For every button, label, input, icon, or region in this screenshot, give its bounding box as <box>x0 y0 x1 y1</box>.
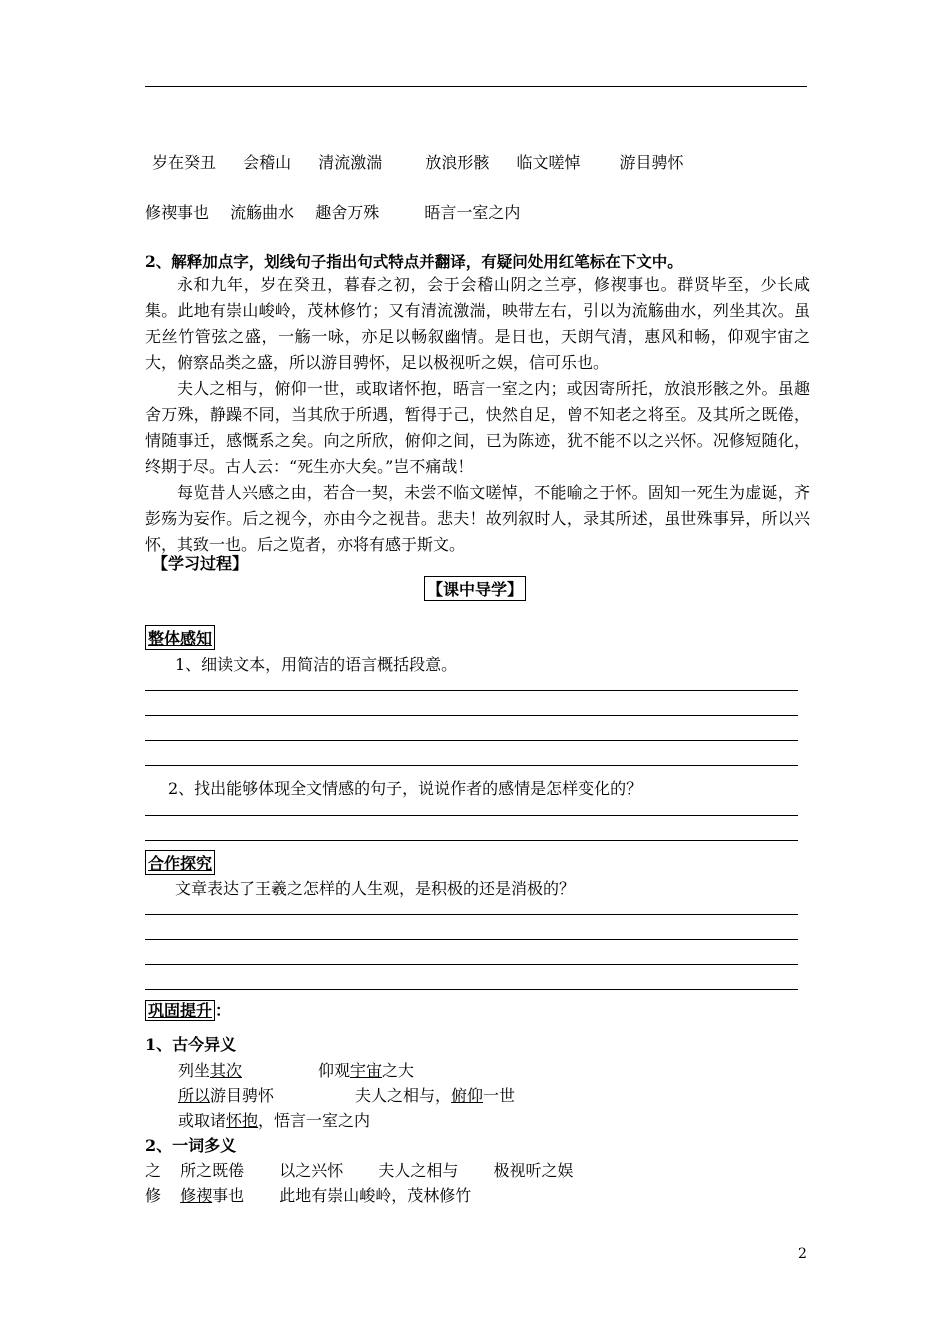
vocab-line-2 <box>145 200 542 223</box>
vocab-item: 清流激湍 <box>318 153 383 172</box>
vocab-item: 流觞曲水 <box>230 203 295 222</box>
gujin-example <box>178 1058 242 1081</box>
example-text: 列坐 <box>178 1061 211 1080</box>
section-consolidate-title: 巩固提升 <box>145 1000 215 1021</box>
gujin-example <box>178 1083 274 1106</box>
q2-heading: 2、解释加点字，划线句子指出句式特点并翻译，有疑问处用红笔标在下文中。 <box>145 252 683 271</box>
polysemy-example: 此地有崇山峻岭，茂林修竹 <box>279 1186 472 1205</box>
gujin-example <box>178 1108 370 1131</box>
vocab-item: 趣舍万殊 <box>315 203 380 222</box>
answer-line[interactable] <box>145 740 798 741</box>
answer-line[interactable] <box>145 840 798 841</box>
polysemy-example: 所之既倦 <box>180 1161 245 1180</box>
section2-question: 文章表达了王羲之怎样的人生观，是积极的还是消极的？ <box>175 879 576 898</box>
answer-line[interactable] <box>145 939 798 940</box>
section-cooperate-title: 合作探究 <box>145 850 215 875</box>
polysemy-term: 修禊 <box>180 1186 213 1205</box>
polysemy-char: 修 <box>145 1186 162 1205</box>
example-term: 怀抱 <box>226 1111 259 1130</box>
example-text: ，悟言一室之内 <box>258 1111 371 1130</box>
polysemy-char: 之 <box>145 1161 162 1180</box>
classical-text <box>145 272 810 558</box>
header-rule <box>145 86 807 87</box>
polysemy-example: 极视听之娱 <box>493 1161 574 1180</box>
example-text: 之大 <box>382 1061 415 1080</box>
example-text: 或取诸 <box>178 1111 227 1130</box>
polysemy-zhi-row <box>145 1158 573 1181</box>
answer-line[interactable] <box>145 989 798 990</box>
section1-question-1: 1、细读文本，用简洁的语言概括段意。 <box>175 655 458 674</box>
vocab-item: 晤言一室之内 <box>424 203 521 222</box>
polysemy-xiu-row <box>145 1183 471 1206</box>
example-term: 宇宙 <box>350 1061 383 1080</box>
gujin-example <box>318 1058 414 1081</box>
item-polysemy-title: 2、一词多义 <box>145 1136 237 1155</box>
vocab-item: 放浪形骸 <box>425 153 490 172</box>
example-term: 俯仰 <box>451 1086 484 1105</box>
answer-line[interactable] <box>145 914 798 915</box>
section1-question-2: 2、找出能够体现全文情感的句子，说说作者的感情是怎样变化的？ <box>168 779 643 798</box>
answer-line[interactable] <box>145 815 798 816</box>
example-text: 仰观 <box>318 1061 351 1080</box>
item-gujin-title: 1、古今异义 <box>145 1035 237 1054</box>
polysemy-example: 以之兴怀 <box>279 1161 344 1180</box>
class-heading: 【课中导学】 <box>424 576 526 601</box>
vocab-item: 临文嗟悼 <box>516 153 581 172</box>
answer-line[interactable] <box>145 964 798 965</box>
polysemy-example: 夫人之相与 <box>378 1161 459 1180</box>
example-text: 一世 <box>483 1086 516 1105</box>
heading-colon: ： <box>215 1001 232 1020</box>
process-heading: 【学习过程】 <box>152 554 249 573</box>
text-paragraph: 每览昔人兴感之由，若合一契，未尝不临文嗟悼，不能喻之于怀。固知一死生为虚诞，齐彭殇为妄作。后之视今，亦由今之视昔。悲夫！故列叙时人，录其所述，虽世殊事异，所以兴怀，其致一也。后之览者，亦将有感于斯文。 <box>145 483 810 554</box>
example-term: 其次 <box>210 1061 243 1080</box>
answer-line[interactable] <box>145 765 798 766</box>
gujin-example <box>355 1083 515 1106</box>
answer-line[interactable] <box>145 690 798 691</box>
vocab-item: 修禊事也 <box>145 203 210 222</box>
example-text: 游目骋怀 <box>210 1086 275 1105</box>
vocab-item: 会稽山 <box>243 153 292 172</box>
vocab-item: 岁在癸丑 <box>152 153 217 172</box>
vocab-line-1 <box>152 150 706 173</box>
section-overall-title: 整体感知 <box>145 625 215 650</box>
example-text: 夫人之相与， <box>355 1086 452 1105</box>
answer-line[interactable] <box>145 715 798 716</box>
vocab-item: 游目骋怀 <box>619 153 684 172</box>
section-consolidate-heading <box>145 998 231 1021</box>
page-number: 2 <box>798 1246 807 1262</box>
text-paragraph: 夫人之相与，俯仰一世，或取诸怀抱，晤言一室之内；或因寄所托，放浪形骸之外。虽趣舍万殊，静躁不同，当其欣于所遇，暂得于己，快然自足，曾不知老之将至。及其所之既倦，情随事迁，感慨系之矣。向之所欣，俯仰之间，已为陈迹，犹不能不以之兴怀。况修短随化，终期于尽。古人云：“死生亦大矣。”岂不痛哉！ <box>145 379 810 476</box>
text-paragraph: 永和九年，岁在癸丑，暮春之初，会于会稽山阴之兰亭，修禊事也。群贤毕至，少长咸集。此地有崇山峻岭，茂林修竹；又有清流激湍，映带左右，引以为流觞曲水，列坐其次。虽无丝竹管弦之盛，一觞一咏，亦足以畅叙幽情。是日也，天朗气清，惠风和畅，仰观宇宙之大，俯察品类之盛，所以游目骋怀，足以极视听之娱，信可乐也。 <box>145 275 810 372</box>
polysemy-example: 事也 <box>212 1186 245 1205</box>
example-term: 所以 <box>178 1086 211 1105</box>
